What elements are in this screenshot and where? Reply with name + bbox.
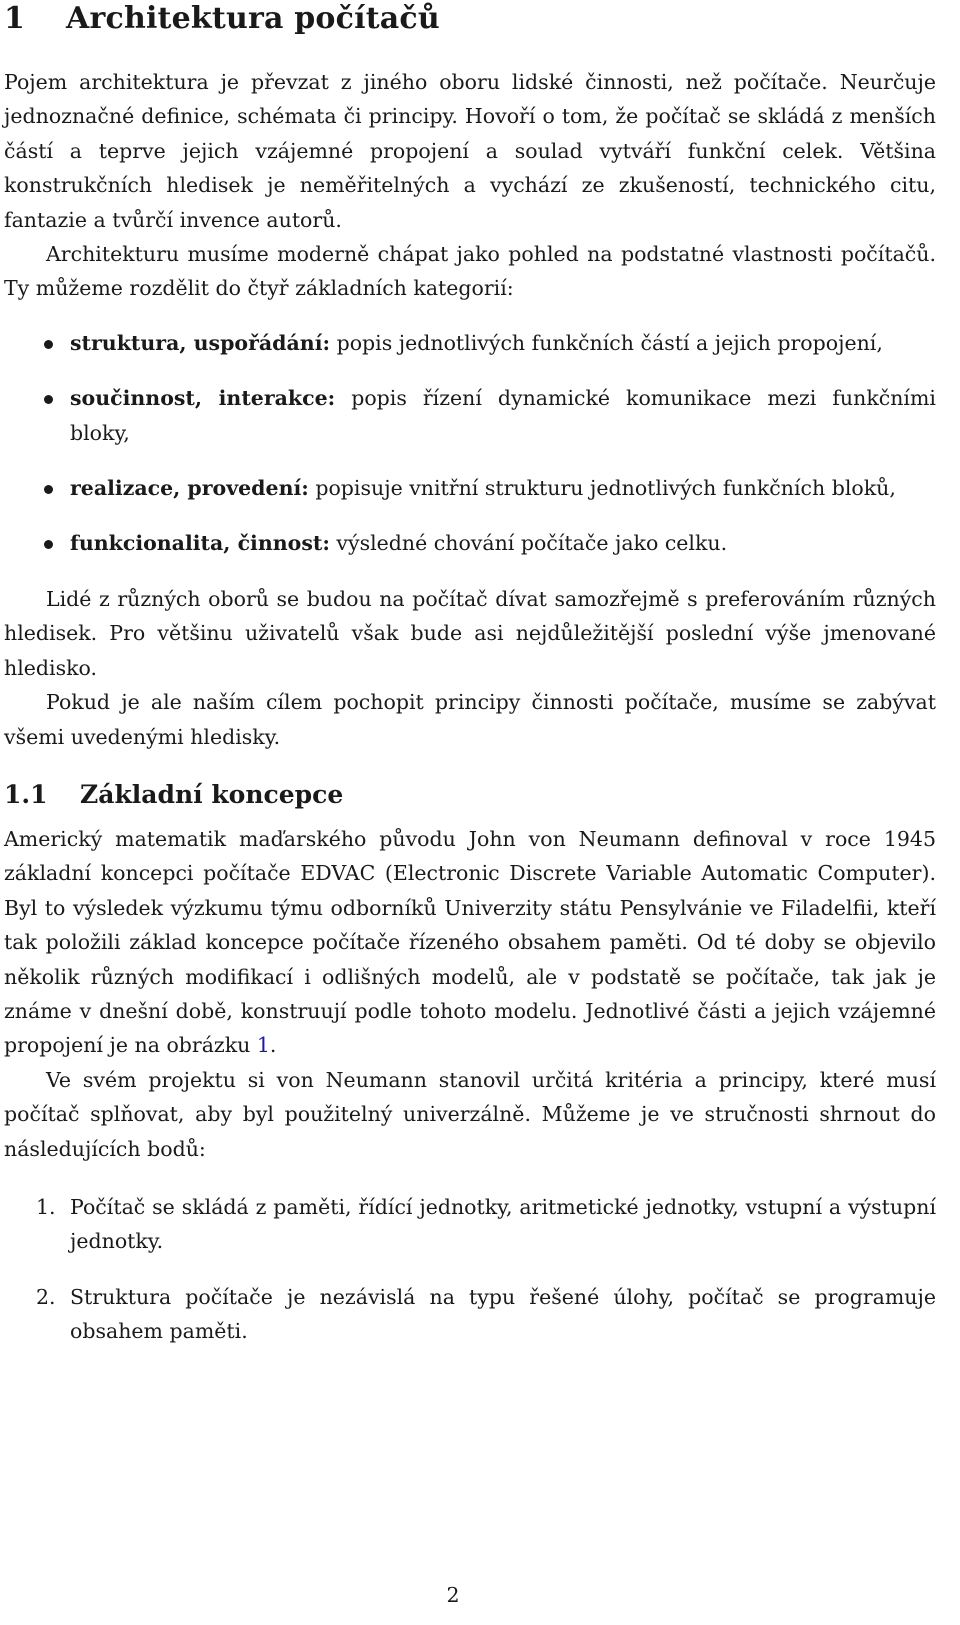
- list-item-term: součinnost, interakce:: [70, 386, 336, 411]
- subsection-paragraph-2: Ve svém projektu si von Neumann stanovil určitá kritéria a principy, které musí počítač splňovat, aby byl použitelný univerzálně. Můžeme je ve stručnosti shrnout do následujících bodů:: [4, 1067, 936, 1161]
- subsection-paragraph-text: Americký matematik maďarského původu John von Neumann definoval v roce 1945 základní koncepci počítače EDVAC (Electronic Discrete Variable Automatic Computer). Byl to výsledek výzkumu týmu odborníků Univerzity státu Pensylvánie ve Filadelfii, kteří tak položili základ koncepce počítače řízeného obsahem paměti. Od té doby se objevilo několik různých modifikací i odlišných modelů, ale v podstatě se počítače, tak jak je známe v dnešní době, konstruují podle tohoto modelu. Jednotlivé části a jejich vzájemné propojení je na obrázku: [4, 826, 936, 1058]
- list-item: [4, 526, 936, 560]
- document-page: [4, 0, 936, 1370]
- section-title: Architektura počítačů: [66, 1, 440, 36]
- list-item-desc: popisuje vnitřní strukturu jednotlivých funkčních bloků,: [308, 476, 896, 501]
- list-item-desc: popis jednotlivých funkčních částí a jejich propojení,: [330, 330, 883, 355]
- body-paragraph: Lidé z různých oborů se budou na počítač dívat samozřejmě s preferováním různých hledisek. Pro většinu uživatelů však bude asi nejdůležitější poslední výše jmenované hledisko.: [4, 586, 936, 680]
- list-item: [4, 1190, 936, 1259]
- list-item-term: realizace, provedení:: [70, 476, 309, 501]
- list-item-desc: výsledné chování počítače jako celku.: [329, 531, 728, 556]
- bullet-icon: [44, 395, 53, 404]
- subsection-paragraph-end: .: [269, 1033, 277, 1058]
- section-number: 1: [4, 1, 26, 36]
- criteria-list: [4, 1190, 936, 1349]
- list-item: [4, 471, 936, 505]
- body-paragraph: Pokud je ale naším cílem pochopit principy činnosti počítače, musíme se zabývat všemi uvedenými hledisky.: [4, 690, 936, 749]
- bullet-icon: [44, 485, 53, 494]
- list-item-number: 2.: [36, 1284, 56, 1309]
- list-item-text: Struktura počítače je nezávislá na typu řešené úlohy, počítač se programuje obsahem paměti.: [70, 1284, 936, 1344]
- intro-paragraph: Pojem architektura je převzat z jiného oboru lidské činnosti, než počítače. Neurčuje jednoznačné definice, schémata či principy. Hovoří o tom, že počítač se skládá z menších částí a teprve jejich vzájemné propojení a soulad vytváří funkční celek. Většina konstrukčních hledisek je neměřitelných a vychází ze zkušeností, technického citu, fantazie a tvůrčí invence autorů.: [4, 70, 936, 232]
- list-item-term: struktura, uspořádání:: [70, 330, 331, 355]
- intro-paragraph-2: Architekturu musíme moderně chápat jako pohled na podstatné vlastnosti počítačů. Ty můžeme rozdělit do čtyř základních kategorií:: [4, 242, 936, 301]
- list-item: [4, 381, 936, 450]
- bullet-icon: [44, 540, 53, 549]
- bullet-icon: [44, 340, 53, 349]
- list-item-term: funkcionalita, činnost:: [70, 531, 330, 556]
- list-item-text: Počítač se skládá z paměti, řídící jednotky, aritmetické jednotky, vstupní a výstupní jednotky.: [70, 1194, 936, 1254]
- list-item: [4, 326, 936, 360]
- subsection-number: 1.1: [4, 779, 48, 809]
- list-item: [4, 1280, 936, 1349]
- categories-list: [4, 326, 936, 561]
- subsection-title: Základní koncepce: [80, 779, 344, 809]
- figure-reference-link[interactable]: 1: [256, 1033, 270, 1058]
- subsection-paragraph: [4, 822, 936, 1063]
- list-item-number: 1.: [36, 1194, 56, 1219]
- section-heading: [4, 0, 936, 38]
- list-item-desc: popis řízení dynamické komunikace mezi funkčními bloky,: [70, 386, 936, 445]
- subsection-heading: [4, 778, 936, 812]
- page-number: 2: [446, 1583, 460, 1607]
